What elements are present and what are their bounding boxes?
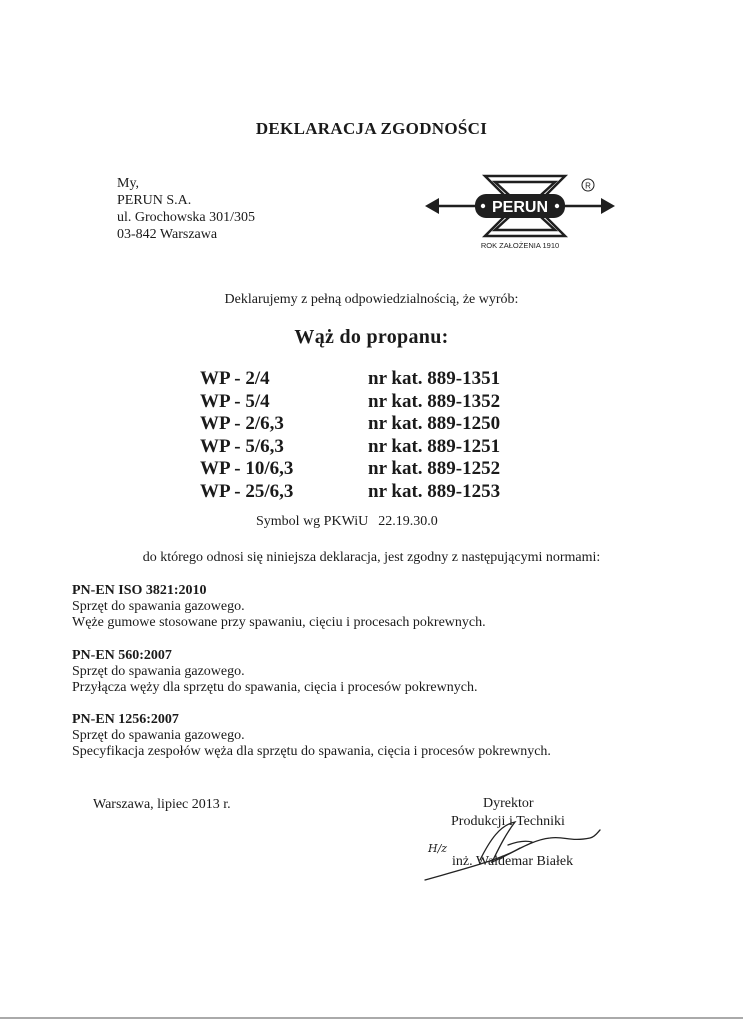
model-row — [200, 368, 568, 391]
catalog-number: nr kat. 889-1253 — [368, 480, 501, 502]
registered-mark: R — [585, 181, 591, 191]
catalog-number: nr kat. 889-1352 — [368, 390, 501, 412]
model-code: WP - 2/6,3 — [200, 413, 284, 434]
pkwiu-symbol — [256, 514, 438, 530]
model-code: WP - 2/4 — [200, 368, 270, 389]
model-code: WP - 5/4 — [200, 390, 270, 412]
norm-code: PN-EN 1256:2007 — [72, 712, 179, 727]
model-code: WP - 25/6,3 — [200, 480, 294, 502]
norm-block — [72, 648, 477, 696]
signer-title: Produkcji i Techniki — [451, 814, 565, 829]
model-row — [200, 391, 568, 414]
norm-description: Sprzęt do spawania gazowego. — [72, 728, 245, 743]
handwritten-signature — [420, 820, 620, 890]
product-name: Wąż do propanu: — [294, 326, 449, 348]
norm-description: Sprzęt do spawania gazowego. — [72, 664, 245, 679]
catalog-number: nr kat. 889-1252 — [368, 458, 501, 479]
company-address — [117, 175, 255, 243]
pkwiu-label: Symbol wg PKWiU — [256, 514, 369, 529]
logo-founded-text: ROK ZAŁOŻENIA 1910 — [480, 241, 560, 250]
model-code: WP - 10/6,3 — [200, 458, 294, 479]
norm-description: Specyfikacja zespołów węża dla sprzętu do spawania, cięcia i procesów pokrewnych. — [72, 744, 551, 759]
address-line: My, — [117, 176, 140, 191]
logo-arrow-right-icon — [601, 198, 615, 214]
norm-description: Przyłącza węży dla sprzętu do spawania, cięcia i procesów pokrewnych. — [72, 680, 478, 695]
declaration-intro: Deklarujemy z pełną odpowiedzialnością, że wyrób: — [224, 292, 519, 307]
catalog-number: nr kat. 889-1351 — [368, 368, 501, 389]
logo-arrow-left-icon — [425, 198, 439, 214]
norm-block — [72, 583, 486, 631]
model-code: WP - 5/6,3 — [200, 435, 284, 457]
models-table — [200, 368, 568, 503]
address-line: PERUN S.A. — [117, 193, 192, 208]
signer-title: Dyrektor — [483, 796, 534, 811]
catalog-number: nr kat. 889-1250 — [368, 413, 501, 434]
page-edge-line — [0, 1017, 743, 1019]
catalog-number: nr kat. 889-1251 — [368, 435, 501, 457]
place-date: Warszawa, lipiec 2013 r. — [93, 797, 231, 812]
norm-description: Węże gumowe stosowane przy spawaniu, cięciu i procesach pokrewnych. — [72, 615, 486, 630]
address-line: 03-842 Warszawa — [117, 227, 218, 242]
document-title: DEKLARACJA ZGODNOŚCI — [255, 119, 488, 138]
norm-description: Sprzęt do spawania gazowego. — [72, 599, 245, 614]
model-row — [200, 458, 568, 481]
norm-code: PN-EN ISO 3821:2010 — [72, 583, 207, 598]
address-line: ul. Grochowska 301/305 — [117, 210, 256, 225]
norm-block — [72, 712, 551, 760]
conformity-statement: do którego odnosi się niniejsza deklaracja, jest zgodny z następującymi normami: — [142, 550, 601, 565]
norm-code: PN-EN 560:2007 — [72, 648, 172, 663]
signature-initials: H/z — [428, 842, 448, 855]
model-row — [200, 481, 568, 504]
model-row — [200, 413, 568, 436]
signer-name: inż. Waldemar Białek — [452, 854, 574, 869]
model-row — [200, 436, 568, 459]
perun-logo — [425, 168, 615, 256]
pkwiu-code: 22.19.30.0 — [378, 514, 438, 529]
logo-brand-text: PERUN — [491, 199, 549, 216]
